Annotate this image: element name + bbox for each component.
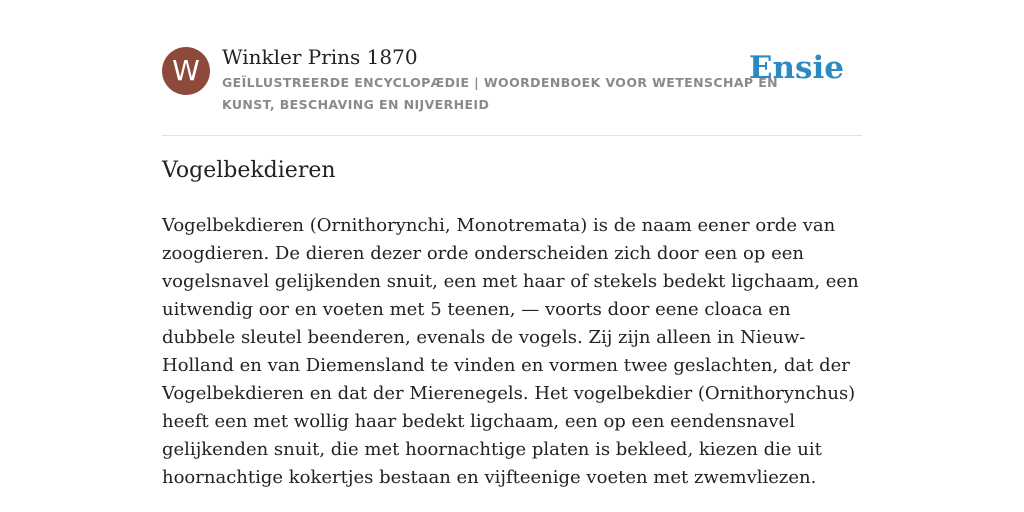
source-avatar[interactable]: W bbox=[162, 47, 210, 95]
source-header bbox=[162, 0, 862, 136]
ensie-logo[interactable]: Ensie bbox=[748, 50, 844, 86]
entry-body: Vogelbekdieren (Ornithorynchi, Monotremata) is de naam eener orde van zoogdieren. De dieren dezer orde onderscheiden zich door een op een vogelsnavel gelijkenden snuit, een met haar of stekels bedekt ligchaam, een uitwendig oor en voeten met 5 teenen, — voorts door eene cloaca en dubbele sleutel beenderen, evenals de vogels. Zij zijn alleen in Nieuw-Holland en van Diemensland te vinden en vormen twee geslachten, dat der Vogelbekdieren en dat der Mierenegels. Het vogelbekdier (Ornithorynchus) heeft een met wollig haar bedekt ligchaam, een op een eendensnavel gelijkenden snuit, die met hoornachtige platen is bekleed, kiezen die uit hoornachtige kokertjes bestaan en vijfteenige voeten met zwemvliezen. bbox=[162, 215, 859, 488]
source-title-link[interactable]: Winkler Prins 1870 bbox=[222, 45, 418, 69]
source-subtitle: GEÏLLUSTREERDE ENCYCLOPÆDIE | WOORDENBOEK VOOR WETENSCHAP EN KUNST, BESCHAVING EN NIJVERHEID bbox=[222, 75, 779, 112]
entry-title: Vogelbekdieren bbox=[162, 158, 336, 183]
page-container bbox=[162, 0, 862, 488]
